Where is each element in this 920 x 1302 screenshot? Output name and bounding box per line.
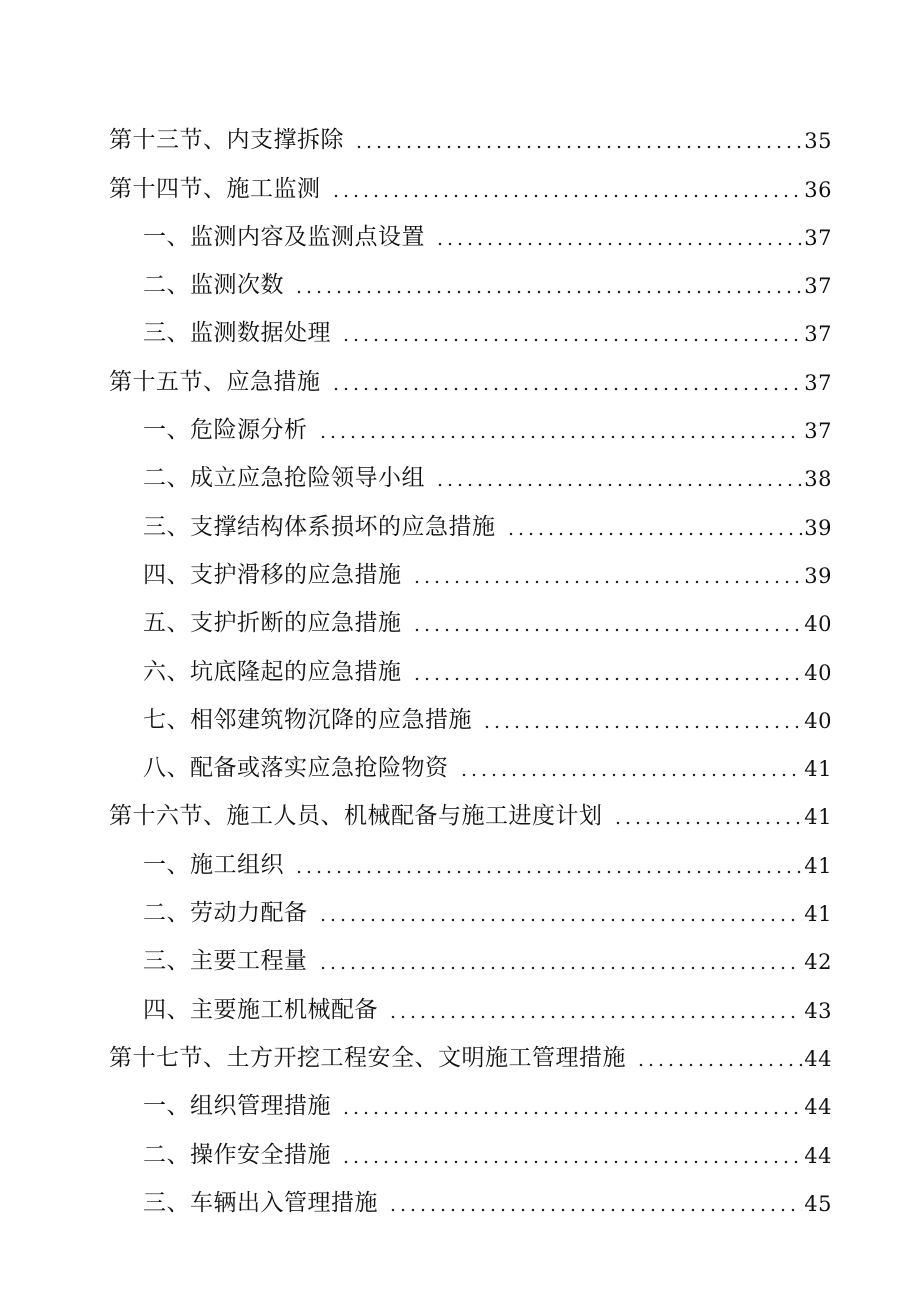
- dot-leader: [435, 242, 802, 246]
- toc-entry-title: 第十四节、施工监测: [109, 175, 321, 202]
- toc-entry-page-number: 43: [804, 998, 832, 1023]
- toc-entry-title: 七、相邻建筑物沉降的应急措施: [143, 706, 472, 733]
- toc-entry-title: 三、监测数据处理: [143, 320, 331, 347]
- toc-entry-page-number: 37: [804, 322, 832, 347]
- dot-leader: [331, 387, 803, 391]
- toc-entry[interactable]: [109, 255, 832, 303]
- toc-entry-page-number: 36: [804, 177, 832, 202]
- dot-leader: [613, 821, 803, 825]
- dot-leader: [294, 290, 802, 294]
- toc-entry-page-number: 41: [804, 853, 832, 878]
- dot-leader: [388, 1015, 802, 1019]
- toc-entry-title: 二、监测次数: [143, 272, 284, 299]
- toc-entry-page-number: 37: [804, 370, 832, 395]
- toc-entry-title: 三、支撑结构体系损坏的应急措施: [143, 513, 496, 540]
- toc-entry[interactable]: [109, 1028, 832, 1076]
- toc-entry[interactable]: [109, 158, 832, 206]
- dot-leader: [341, 1111, 802, 1115]
- toc-entry-title: 一、组织管理措施: [143, 1093, 331, 1120]
- toc-entry[interactable]: [109, 786, 832, 834]
- toc-entry-title: 六、坑底隆起的应急措施: [143, 658, 402, 685]
- toc-entry-title: 四、主要施工机械配备: [143, 996, 378, 1023]
- toc-entry-page-number: 40: [804, 708, 832, 733]
- dot-leader: [412, 677, 803, 681]
- toc-entry-title: 三、主要工程量: [143, 948, 308, 975]
- dot-leader: [318, 435, 803, 439]
- toc-entry-page-number: 39: [804, 515, 832, 540]
- toc-entry-page-number: 41: [804, 757, 832, 782]
- toc-entry[interactable]: [109, 207, 832, 255]
- dot-leader: [506, 532, 803, 536]
- dot-leader: [354, 145, 802, 149]
- dot-leader: [318, 918, 803, 922]
- toc-entry[interactable]: [109, 1173, 832, 1221]
- dot-leader: [412, 628, 803, 632]
- toc-entry[interactable]: [109, 738, 832, 786]
- toc-entry-page-number: 37: [804, 225, 832, 250]
- toc-entry[interactable]: [109, 110, 832, 158]
- table-of-contents: [109, 110, 832, 1221]
- toc-entry[interactable]: [109, 1124, 832, 1172]
- toc-entry[interactable]: [109, 690, 832, 738]
- toc-entry-title: 一、危险源分析: [143, 417, 308, 444]
- dot-leader: [341, 1160, 802, 1164]
- toc-entry-page-number: 44: [804, 1143, 832, 1168]
- dot-leader: [435, 483, 802, 487]
- toc-entry-page-number: 37: [804, 419, 832, 444]
- toc-entry-page-number: 40: [804, 612, 832, 637]
- toc-entry[interactable]: [109, 496, 832, 544]
- toc-entry[interactable]: [109, 593, 832, 641]
- toc-entry-page-number: 37: [804, 274, 832, 299]
- toc-entry-page-number: 39: [804, 563, 832, 588]
- toc-entry[interactable]: [109, 834, 832, 882]
- dot-leader: [294, 870, 802, 874]
- dot-leader: [331, 194, 803, 198]
- toc-entry-title: 二、操作安全措施: [143, 1141, 331, 1168]
- toc-entry-title: 第十七节、土方开挖工程安全、文明施工管理措施: [109, 1044, 626, 1071]
- dot-leader: [459, 773, 803, 777]
- toc-entry-page-number: 44: [804, 1095, 832, 1120]
- toc-entry-page-number: 45: [804, 1191, 832, 1216]
- dot-leader: [636, 1063, 802, 1067]
- toc-entry-page-number: 40: [804, 660, 832, 685]
- dot-leader: [482, 725, 802, 729]
- toc-entry-title: 四、支护滑移的应急措施: [143, 561, 402, 588]
- toc-entry-title: 二、成立应急抢险领导小组: [143, 465, 425, 492]
- dot-leader: [341, 338, 802, 342]
- toc-entry[interactable]: [109, 979, 832, 1027]
- toc-entry-page-number: 41: [804, 805, 832, 830]
- toc-entry[interactable]: [109, 448, 832, 496]
- toc-entry-title: 一、监测内容及监测点设置: [143, 223, 425, 250]
- toc-entry-page-number: 35: [804, 129, 832, 154]
- toc-entry-title: 二、劳动力配备: [143, 900, 308, 927]
- toc-entry[interactable]: [109, 303, 832, 351]
- toc-entry[interactable]: [109, 931, 832, 979]
- toc-entry-page-number: 41: [804, 902, 832, 927]
- toc-entry-title: 三、车辆出入管理措施: [143, 1189, 378, 1216]
- toc-entry-title: 一、施工组织: [143, 851, 284, 878]
- toc-entry[interactable]: [109, 641, 832, 689]
- toc-entry[interactable]: [109, 883, 832, 931]
- toc-entry[interactable]: [109, 545, 832, 593]
- toc-entry[interactable]: [109, 400, 832, 448]
- toc-entry-title: 第十五节、应急措施: [109, 368, 321, 395]
- toc-entry[interactable]: [109, 1076, 832, 1124]
- toc-entry-page-number: 38: [804, 467, 832, 492]
- toc-entry[interactable]: [109, 351, 832, 399]
- dot-leader: [318, 966, 803, 970]
- dot-leader: [388, 1208, 802, 1212]
- toc-entry-title: 八、配备或落实应急抢险物资: [143, 755, 449, 782]
- toc-entry-page-number: 42: [804, 950, 832, 975]
- toc-entry-page-number: 44: [804, 1046, 832, 1071]
- dot-leader: [412, 580, 803, 584]
- toc-entry-title: 第十三节、内支撑拆除: [109, 127, 344, 154]
- toc-entry-title: 五、支护折断的应急措施: [143, 610, 402, 637]
- toc-entry-title: 第十六节、施工人员、机械配备与施工进度计划: [109, 803, 603, 830]
